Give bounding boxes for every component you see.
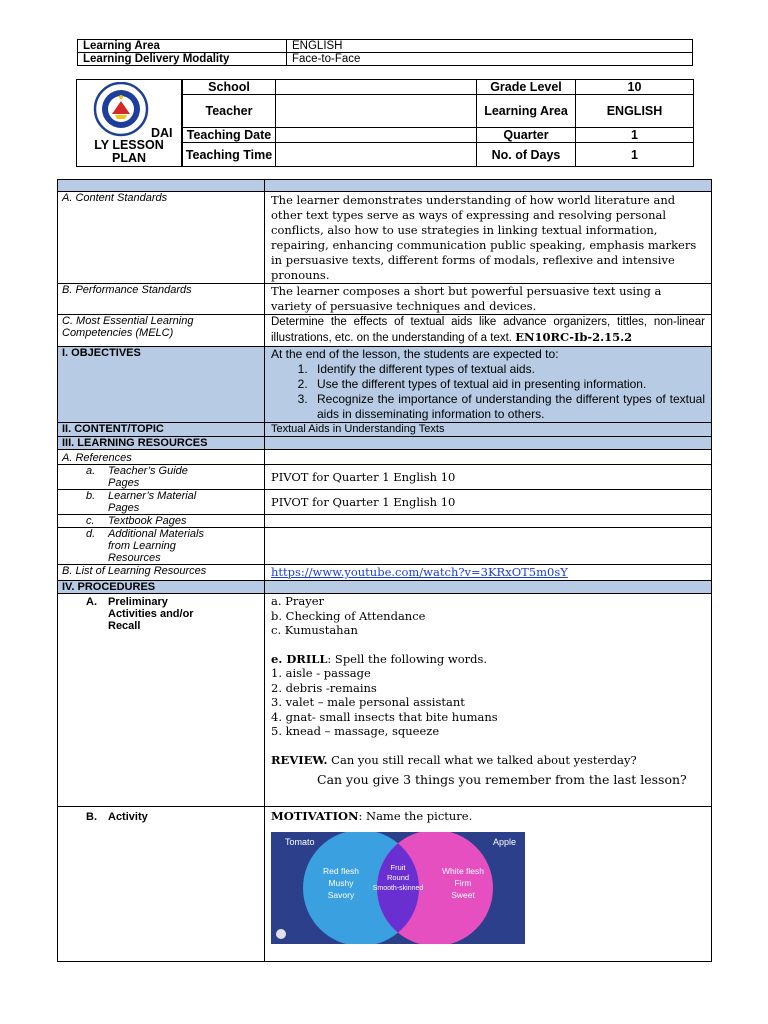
teacher-label: Teacher — [183, 95, 276, 128]
info-label: Learning Delivery Modality — [78, 53, 287, 66]
drill-text: : Spell the following words. — [327, 651, 488, 666]
melc-text — [265, 315, 712, 347]
content-standards-label: A. Content Standards — [58, 192, 265, 284]
drill-item: 1. aisle - passage — [271, 666, 371, 680]
motivation-text: : Name the picture. — [358, 809, 473, 823]
venn-right-item: Firm — [454, 878, 472, 888]
drill-label: e. DRILL — [271, 651, 328, 666]
info-value: Face-to-Face — [287, 53, 693, 66]
prelim-item: a. Prayer — [271, 594, 325, 608]
school-value — [276, 80, 477, 95]
review-text: Can you still recall what we talked about yesterday? — [327, 752, 637, 767]
teaching-time-label: Teaching Time — [183, 143, 276, 167]
objective-item: 2. Use the different types of textual aid in presenting information. — [311, 377, 705, 392]
table-header-row — [58, 180, 712, 192]
review-question: Can you give 3 things you remember from the last lesson? — [317, 772, 687, 787]
activity-label — [58, 807, 265, 962]
info-table — [77, 39, 693, 66]
activity-cell — [265, 807, 712, 962]
tg-value: PIVOT for Quarter 1 English 10 — [265, 465, 712, 490]
venn-left-item: Savory — [327, 890, 355, 900]
melc-label: C. Most Essential Learning Competencies (MELC) — [58, 315, 265, 347]
table-row — [58, 465, 712, 490]
days-label: No. of Days — [477, 143, 576, 167]
logo-caption-1: DAI — [151, 126, 173, 140]
objectives-list — [271, 362, 705, 422]
table-row — [58, 347, 712, 423]
venn-right-item: White flesh — [441, 866, 485, 876]
table-row — [58, 807, 712, 962]
tb-text: Textbook Pages — [108, 515, 187, 527]
melc-description: Determine the effects of textual aids like advance organizers, tittles, non-linear illustrations, etc. on the understanding of a text. — [271, 316, 705, 344]
venn-right-title: Apple — [493, 837, 517, 847]
teaching-date-value — [276, 128, 477, 143]
review-line — [271, 753, 705, 768]
objectives-label: I. OBJECTIVES — [58, 347, 265, 423]
list-resources-label: B. List of Learning Resources — [58, 565, 265, 581]
lesson-plan-header — [76, 79, 694, 167]
grade-level-value: 10 — [576, 80, 694, 95]
venn-diagram — [271, 832, 525, 944]
melc-code: EN10RC-Ib-2.15.2 — [515, 330, 633, 344]
lens-icon — [276, 929, 286, 939]
venn-center-item: Fruit — [390, 863, 406, 872]
activity-text: Activity — [108, 811, 148, 823]
learning-area-value: ENGLISH — [576, 95, 694, 128]
lm-label — [58, 490, 265, 515]
venn-center-item: Round — [386, 873, 410, 882]
table-row — [58, 437, 712, 450]
preliminary-cell — [265, 594, 712, 807]
preliminary-text: Preliminary Activities and/or Recall — [108, 596, 194, 632]
logo-box — [76, 79, 182, 167]
grade-level-label: Grade Level — [477, 80, 576, 95]
table-row — [58, 565, 712, 581]
table-row — [58, 450, 712, 465]
info-row-modality — [78, 53, 693, 66]
am-letter: d. — [86, 528, 96, 540]
objectives-cell — [265, 347, 712, 423]
teaching-time-value — [276, 143, 477, 167]
venn-left-title: Tomato — [285, 837, 315, 847]
content-standards-text: The learner demonstrates understanding of how world literature and other text types serve as ways of expressing and resolving personal conflicts, also how to use strategies in linking textual information, repairing, enhancing communication public speaking, emphasis markers in persuasive texts, different forms of modals, reflexive and intensive pronouns. — [265, 192, 712, 284]
venn-left-item: Mushy — [328, 878, 354, 888]
performance-standards-label: B. Performance Standards — [58, 284, 265, 315]
logo-caption-2: LY LESSON — [94, 138, 164, 152]
tg-text: Teacher’s Guide Pages — [108, 465, 188, 489]
tb-label — [58, 515, 265, 528]
objectives-intro: At the end of the lesson, the students are expected to: — [271, 347, 559, 361]
drill-item: 5. knead – massage, squeeze — [271, 724, 440, 738]
am-label — [58, 528, 265, 565]
resource-link[interactable]: https://www.youtube.com/watch?v=3KRxOT5m0sY — [271, 565, 568, 579]
lesson-plan-table — [57, 179, 712, 962]
teacher-value — [276, 95, 477, 128]
venn-right-item: Sweet — [451, 890, 475, 900]
venn-left-item: Red flesh — [323, 866, 359, 876]
table-row — [58, 284, 712, 315]
preliminary-letter: A. — [86, 596, 97, 608]
tg-label — [58, 465, 265, 490]
table-row — [58, 528, 712, 565]
drill-heading — [271, 652, 705, 667]
am-text: Additional Materials from Learning Resources — [108, 528, 204, 564]
performance-standards-text: The learner composes a short but powerful persuasive text using a variety of persuasive techniques and devices. — [265, 284, 712, 315]
motivation-label: MOTIVATION — [271, 809, 359, 823]
table-row — [58, 423, 712, 437]
table-row — [58, 192, 712, 284]
prelim-item: b. Checking of Attendance — [271, 608, 426, 623]
drill-item: 4. gnat- small insects that bite humans — [271, 709, 498, 724]
objective-item: 1. Identify the different types of textual aids. — [311, 362, 705, 377]
drill-item: 2. debris -remains — [271, 680, 377, 695]
drill-item: 3. valet – male personal assistant — [271, 695, 465, 709]
quarter-value: 1 — [576, 128, 694, 143]
info-row-learning-area — [78, 40, 693, 53]
logo-caption-3: PLAN — [111, 151, 147, 165]
activity-letter: B. — [86, 811, 97, 823]
learning-area-label: Learning Area — [477, 95, 576, 128]
content-topic-label: II. CONTENT/TOPIC — [58, 423, 265, 437]
table-row — [58, 315, 712, 347]
tb-letter: c. — [86, 515, 95, 527]
objective-item: 3. Recognize the importance of understanding the different types of textual aids in disseminating information to others. — [311, 392, 705, 422]
lm-value: PIVOT for Quarter 1 English 10 — [265, 490, 712, 515]
tg-letter: a. — [86, 465, 96, 477]
review-label: REVIEW. — [271, 752, 328, 767]
table-row — [58, 581, 712, 594]
info-label: Learning Area — [78, 40, 287, 53]
days-value: 1 — [576, 143, 694, 167]
motivation-line — [271, 809, 705, 824]
table-row — [58, 490, 712, 515]
procedures-label: IV. PROCEDURES — [58, 581, 265, 594]
resources-label: III. LEARNING RESOURCES — [58, 437, 265, 450]
table-row — [58, 594, 712, 807]
references-label: A. References — [58, 450, 265, 465]
venn-center-item: Smooth-skinned — [372, 885, 424, 892]
lm-letter: b. — [86, 490, 96, 502]
info-value: ENGLISH — [287, 40, 693, 53]
lm-text: Learner’s Material Pages — [108, 490, 197, 514]
school-label: School — [183, 80, 276, 95]
content-topic-text: Textual Aids in Understanding Texts — [265, 423, 712, 437]
table-row — [58, 515, 712, 528]
header-table — [182, 79, 694, 167]
list-resources-cell — [265, 565, 712, 581]
quarter-label: Quarter — [477, 128, 576, 143]
prelim-item: c. Kumustahan — [271, 623, 358, 637]
teaching-date-label: Teaching Date — [183, 128, 276, 143]
preliminary-label — [58, 594, 265, 807]
